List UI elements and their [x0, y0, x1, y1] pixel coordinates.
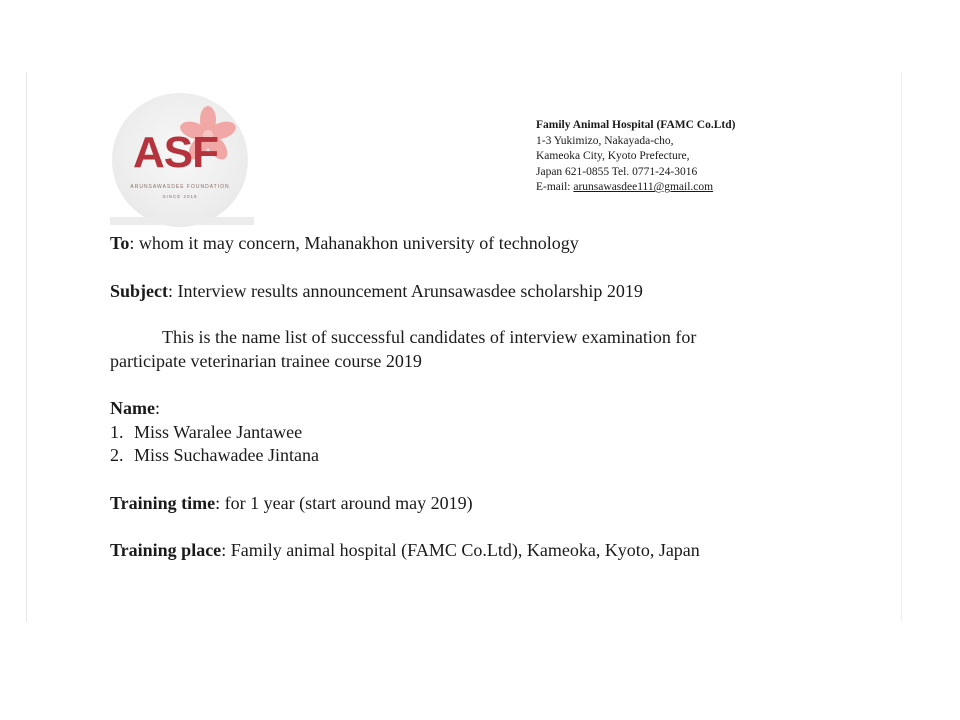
name-label: Name — [110, 398, 155, 418]
address-line-1: 1-3 Yukimizo, Nakayada-cho, — [536, 134, 674, 147]
address-block — [536, 118, 735, 196]
logo-since-year: SINCE 2018 — [162, 194, 198, 199]
subject-label: Subject — [110, 281, 168, 301]
address-line-3: Japan 621-0855 Tel. 0771-24-3016 — [536, 165, 698, 178]
body-line-1: This is the name list of successful candidates of interview examination for — [162, 327, 697, 347]
subject-text: : Interview results announcement Arunsawasdee scholarship 2019 — [168, 281, 643, 301]
to-line — [110, 232, 579, 254]
training-time-text: : for 1 year (start around may 2019) — [215, 493, 473, 513]
email-link[interactable]: arunsawasdee111@gmail.com — [573, 181, 714, 193]
name-list-item — [110, 444, 319, 466]
logo-foundation-name: ARUNSAWASDEE FOUNDATION — [130, 184, 230, 190]
training-time-label: Training time — [110, 493, 216, 513]
to-text: : whom it may concern, Mahanakhon university of technology — [129, 233, 579, 253]
body-line-2: participate veterinarian trainee course 2019 — [110, 351, 422, 371]
email-label: E-mail: — [536, 181, 574, 193]
name-list-item — [110, 421, 302, 443]
asf-logo — [112, 93, 248, 227]
address-line-2: Kameoka City, Kyoto Prefecture, — [536, 150, 690, 162]
to-label: To — [110, 233, 130, 253]
training-place-label: Training place — [110, 540, 222, 560]
email-line — [536, 180, 735, 196]
training-time-line — [110, 492, 473, 514]
logo-base — [110, 217, 254, 225]
name-number: 1. — [110, 422, 124, 442]
candidate-name: Miss Waralee Jantawee — [134, 422, 303, 442]
organization-name: Family Animal Hospital (FAMC Co.Ltd) — [536, 119, 736, 131]
name-number: 2. — [110, 445, 124, 465]
candidate-name: Miss Suchawadee Jintana — [134, 445, 319, 465]
logo-abbreviation: ASF — [133, 128, 218, 177]
subject-line — [110, 280, 643, 302]
name-label-suffix: : — [154, 398, 160, 418]
training-place-line — [110, 539, 700, 561]
training-place-text: : Family animal hospital (FAMC Co.Ltd), Kameoka, Kyoto, Japan — [221, 540, 700, 560]
name-heading — [110, 397, 160, 419]
